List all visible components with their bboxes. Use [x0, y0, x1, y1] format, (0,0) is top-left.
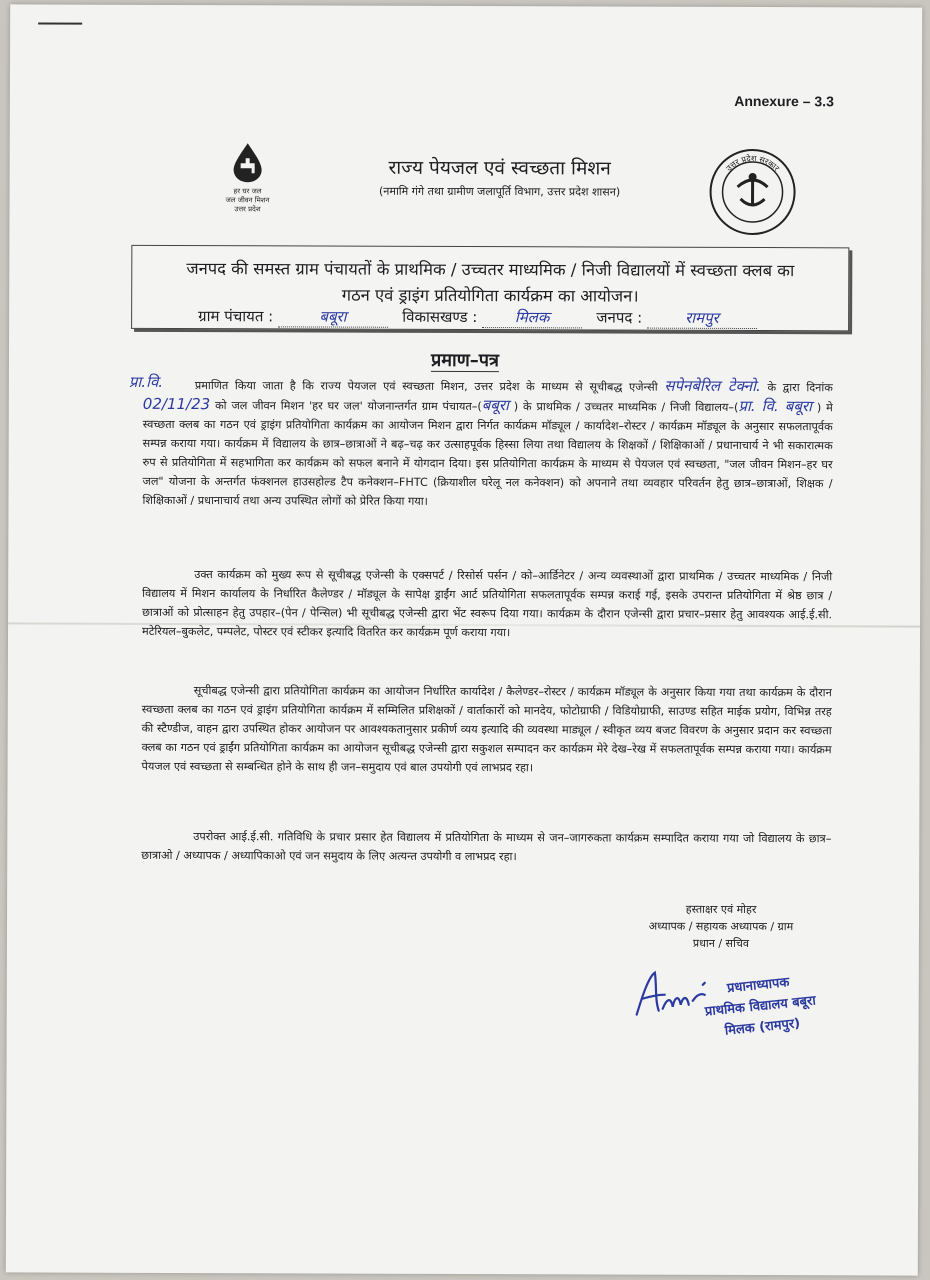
stamp-line-3: मिलक (रामपुर) — [724, 1016, 801, 1039]
stamp-line-2: प्राथमिक विद्यालय बबूरा — [704, 993, 817, 1020]
paragraph-3: सूचीबद्ध एजेन्सी द्वारा प्रतियोगिता कार्यक्रम का आयोजन निर्धारित कार्यादेश / कैलेण्डर–रोस्टर / कार्यक्रम मॉड्यूल के अनुसार किया गया तथा कार्यक्रम के दौरान स्वच्छता क्लब का गठन एवं ड्राइंग प्रतियोगिता कार्यक्रम में सम्मिलित प्रशिक्षकों / वार्ताकारों को मानदेय, फोटोग्राफी / विडियोग्राफी, साउण्ड सहित माईक प्रयोग, विभिन्न तरह की स्टैण्डीज, वाहन द्वारा उपस्थित होकर आयोजन पर आवश्यकतानुसार प्रकीर्ण व्यय इत्यादि की व्यवस्था माड्यूल / स्वीकृत व्यय बजट विवरण के अनुसार प्रदान कर स्वच्छता क्लब का गठन एवं ड्राईंग प्रतियोगिता कार्यक्रम का आयोजन सूचीबद्ध एजेन्सी द्वारा सकुशल सम्पादन कर कार्यक्रम मेरे देख–रेख में सफलतापूर्वक सम्पन्न कराया गया। कार्यक्रम पेयजल एवं स्वच्छता से सम्बन्धित होने के साथ ही जन–समुदाय एवं बाल उपयोगी एवं लाभप्रद रहा। — [141, 684, 832, 775]
seal-icon — [707, 147, 797, 237]
mission-subtitle: (नमामि गंगे तथा ग्रामीण जलापूर्ति विभाग, उत्तर प्रदेश शासन) — [378, 184, 621, 199]
tap-drop-icon — [228, 141, 268, 183]
headmaster-stamp — [702, 970, 819, 1044]
subject-line-1: जनपद की समस्त ग्राम पंचायतों के प्राथमिक / उच्चतर माध्यमिक / निजी विद्यालयों में स्वच्छता क्लब का — [186, 259, 795, 281]
har-ghar-jal-logo — [205, 141, 289, 214]
gram-panchayat-label: ग्राम पंचायत : — [198, 307, 274, 326]
document-page — [6, 4, 922, 1275]
signatory-roles: अध्यापक / सहायक अध्यापक / ग्राम — [648, 919, 794, 934]
margin-annotation: प्रा.वि. — [128, 372, 164, 391]
paragraph-4: उपरोक्त आई.ई.सी. गतिविधि के प्रचार प्रसार हेत विद्यालय में प्रतियोगिता के माध्यम से जन–जागरुकता कार्यक्रम सम्पादित कराया गया जो विद्यालय के छात्र–छात्राओ / अध्यापक / अध्यापिकाओ एवं जन समुदाय के लिए अत्यन्त उपयोगी व लाभप्रद रहा। — [141, 830, 832, 864]
p1-text-c: को जल जीवन मिशन 'हर घर जल' योजनान्तर्गत ग्राम पंचायत–( — [215, 399, 482, 414]
corner-mark — [38, 23, 82, 25]
seal-text: उत्तर प्रदेश सरकार — [724, 153, 782, 174]
document-header — [310, 153, 690, 199]
logo-text-3: उत्तर प्रदेश — [234, 205, 261, 214]
signature-block — [611, 901, 831, 953]
p1-text-a: प्रमाणित किया जाता है कि राज्य पेयजल एवं स्वच्छता मिशन, उत्तर प्रदेश के माध्यम से सूचीबद्ध एजेन्सी — [194, 379, 658, 394]
agency-name: सपेनबेरिल टेक्नो. — [664, 376, 761, 396]
sign-seal-label: हस्ताक्षर एवं मोहर — [685, 902, 757, 917]
gp-inline: बबूरा — [481, 396, 509, 415]
block-value: मिलक — [482, 307, 582, 328]
paragraph-2: उक्त कार्यक्रम को मुख्य रूप से सूचीबद्ध एजेन्सी के एक्सपर्ट / रिसोर्स पर्सन / को–आर्डिनेटर / अन्य व्यवस्थाओं द्वारा प्राथमिक / उच्चतर माध्यमिक / निजी विद्यालय में मिशन कार्यालय के निर्धारित कैलेण्डर / मॉड्यूल के सापेक्ष ड्राईंग आर्ट प्रतियोगिता सफलतापूर्वक सम्पन्न कराई गई, इसके उपरान्त प्रतियोगिता में श्रेष्ठ छात्र / छात्राओं को प्रोत्साहन हेतु उपहार–(पेन / पेन्सिल) भी सूचीबद्ध एजेन्सी द्वारा भेंट स्वरूप दिया गया। कार्यक्रम के दौरान एजेन्सी द्वारा प्रचार–प्रसार हेतु आवश्यक आई.ई.सी. मटेरियल–बुकलेट, पम्पलेट, पोस्टर एवं स्टीकर इत्यादि वितरित कर कार्यक्रम पूर्ण कराया गया। — [142, 568, 833, 640]
block-label: विकासखण्ड : — [402, 307, 478, 327]
paragraph-1 — [128, 372, 833, 512]
p1-text-d: ) के प्राथमिक / उच्चतर माध्यमिक / निजी विद्यालय–( — [513, 400, 739, 414]
logo-text-2: जल जीवन मिशन — [225, 196, 270, 205]
stamp-line-1: प्रधानाध्यापक — [726, 975, 791, 997]
subject-line-2: गठन एवं ड्राइंग प्रतियोगिता कार्यक्रम का आयोजन। — [341, 285, 639, 306]
school-name: प्रा. वि. बबूरा — [738, 396, 812, 416]
p1-text-b: के द्वारा दिनांक — [767, 381, 833, 395]
district-label: जनपद : — [596, 308, 643, 327]
subject-box — [131, 245, 849, 332]
up-government-seal — [707, 147, 797, 241]
signatory-roles-2: प्रधान / सचिव — [692, 936, 749, 950]
annexure-label: Annexure – 3.3 — [734, 92, 834, 110]
p1-text-e: ) मे स्वच्छता क्लब का गठन एवं ड्राइंग प्रतियोगिता कार्यक्रम का आयोजन मिशन द्वारा निर्गत कार्यक्रम मॉड्यूल / कार्यादेश–रोस्टर / कार्यक्रम मॉड्यूल के अनुसार सफलतापूर्वक सम्पन्न कराया गया। कार्यक्रम में विद्यालय के छात्र–छात्राओं ने बढ़–चढ़ कर उत्साहपूर्वक हिस्सा लिया तथा विद्यालय के शिक्षकों / शिक्षिकाओं / प्रधानाचार्य ने भी सकारात्मक रुप से प्रतियोगिता में सहभागिता कर कार्यक्रम को सफल बनाने में योगदान दिया। इस प्रतियोगिता कार्यक्रम के माध्यम से पेयजल एवं स्वच्छता, "जल जीवन मिशन–हर घर जल" योजना के अन्तर्गत फंक्शनल हाउसहोल्ड टैप कनेक्शन–FHTC (क्रियाशील घरेलू नल कनेक्शन) को अपनाने तथा व्यवहार परिवर्तन हेतु छात्र–छात्राओं, शिक्षक / शिक्षिकाओं / प्रधानाचार्य तथा अन्य उपस्थित लोगों को प्रेरित किया गया। — [142, 401, 833, 508]
gram-panchayat-value: बबूरा — [278, 306, 388, 327]
mission-title: राज्य पेयजल एवं स्वच्छता मिशन — [388, 156, 611, 180]
logo-text-1: हर घर जल — [233, 187, 262, 196]
district-value: रामपुर — [647, 308, 757, 329]
location-line — [198, 306, 757, 329]
certificate-title: प्रमाण–पत्र — [431, 349, 499, 372]
program-date: 02/11/23 — [142, 394, 211, 414]
